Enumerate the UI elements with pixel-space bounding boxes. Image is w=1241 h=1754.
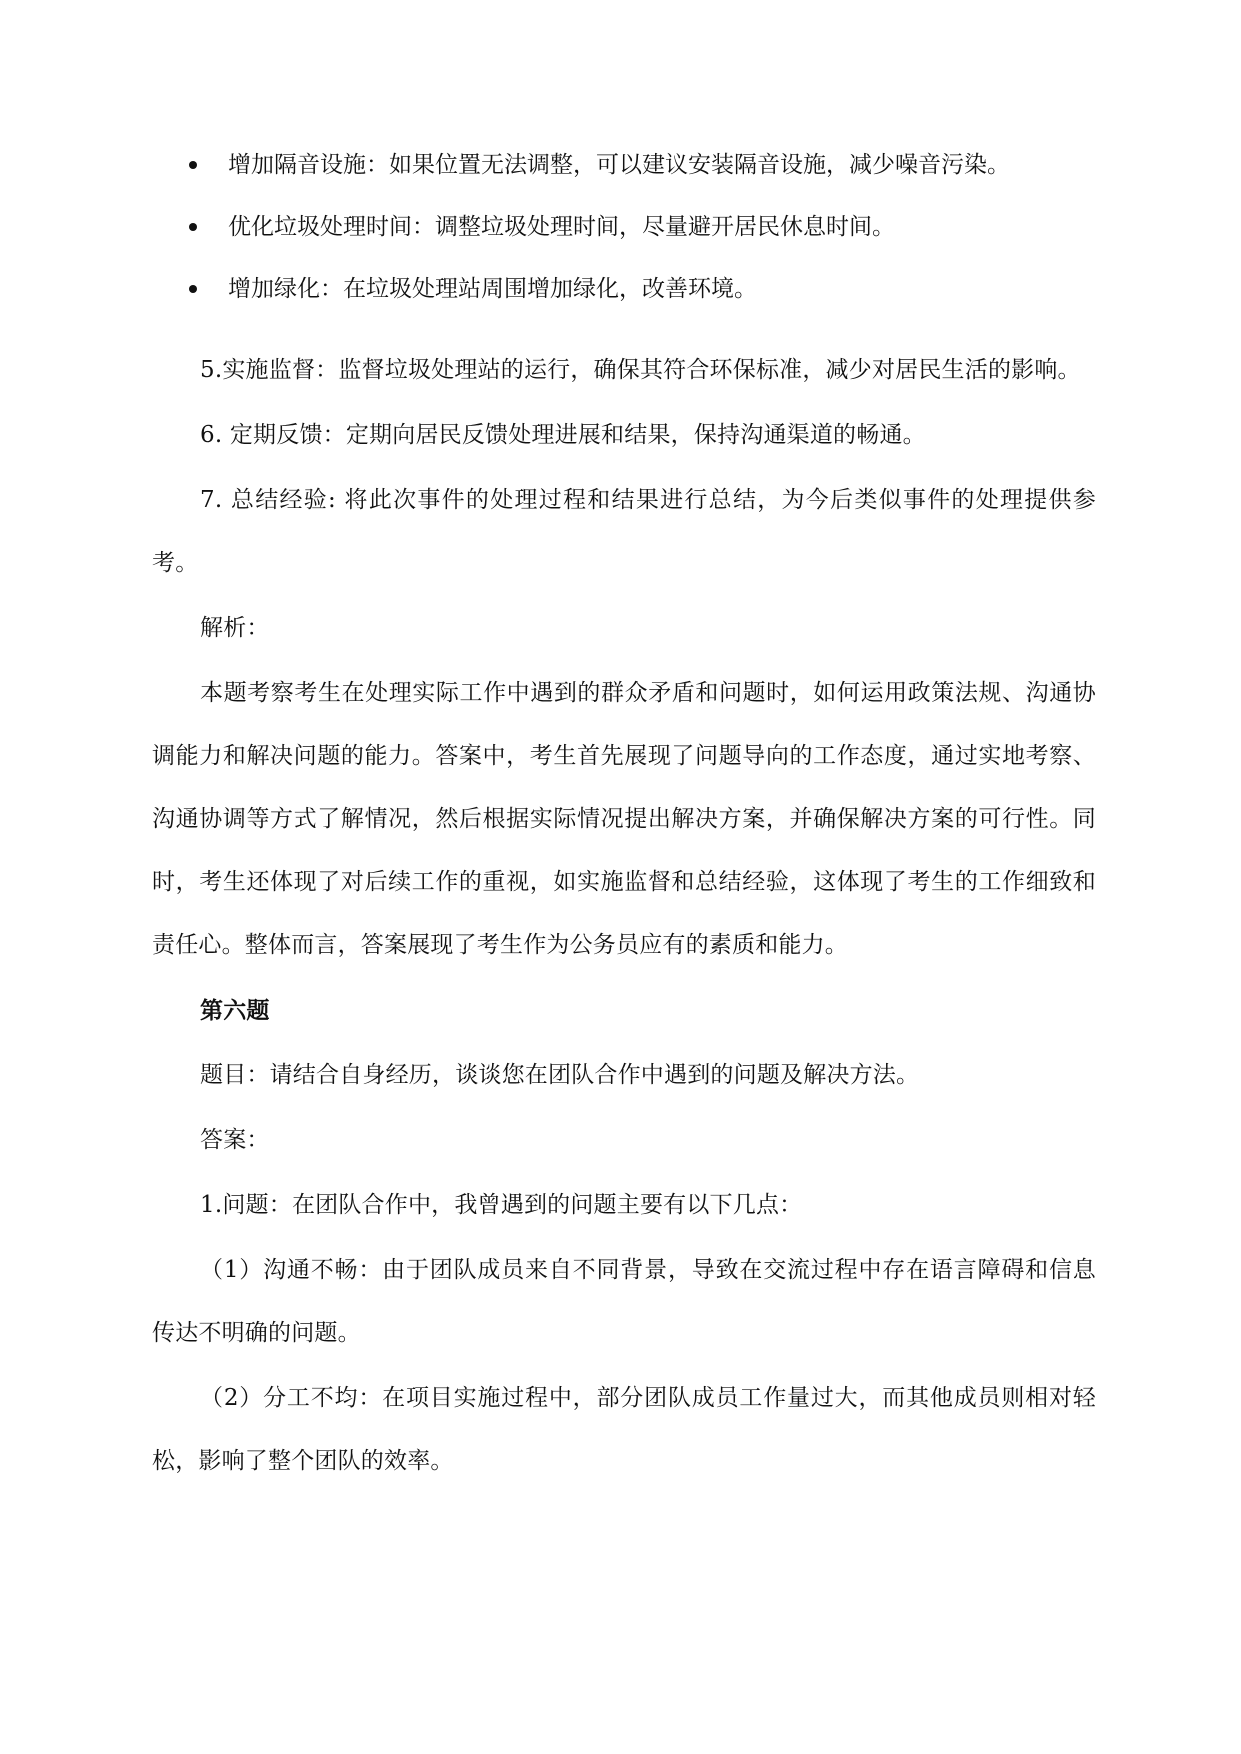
- bullet-text: 优化垃圾处理时间：调整垃圾处理时间，尽量避开居民休息时间。: [228, 214, 895, 240]
- question-paragraph: 题目：请结合自身经历，谈谈您在团队合作中遇到的问题及解决方法。: [200, 1062, 920, 1088]
- bullet-text: 增加隔音设施：如果位置无法调整，可以建议安装隔音设施，减少噪音污染。: [228, 152, 1010, 178]
- answer-problem-item: （2）分工不均：在项目实施过程中，部分团队成员工作量过大，而其他成员则相对轻松，影响了整个团队的效率。: [152, 1385, 1096, 1474]
- analysis-paragraph: 本题考察考生在处理实际工作中遇到的群众矛盾和问题时，如何运用政策法规、沟通协调能力和解决问题的能力。答案中，考生首先展现了问题导向的工作态度，通过实地考察、沟通协调等方式了解情况，然后根据实际情况提出解决方案，并确保解决方案的可行性。同时，考生还体现了对后续工作的重视，如实施监督和总结经验，这体现了考生的工作细致和责任心。整体而言，答案展现了考生作为公务员应有的素质和能力。: [152, 680, 1096, 958]
- answer-problem-intro: 1.问题：在团队合作中，我曾遇到的问题主要有以下几点：: [200, 1192, 803, 1218]
- document-body: [152, 339, 1096, 1495]
- bullet-dot-icon: [189, 223, 197, 231]
- answer-label: 答案：: [200, 1127, 270, 1153]
- bullet-item: [0, 145, 1241, 186]
- paragraph-summarize-experience: 7. 总结经验: 将此次事件的处理过程和结果进行总结，为今后类似事件的处理提供参考。: [152, 487, 1096, 576]
- paragraph-regular-feedback: 6. 定期反馈：定期向居民反馈处理进展和结果，保持沟通渠道的畅通。: [200, 422, 926, 448]
- analysis-label: 解析：: [200, 615, 270, 641]
- bullet-dot-icon: [189, 285, 197, 293]
- bullet-list: [0, 145, 1241, 331]
- answer-problem-item: （1）沟通不畅：由于团队成员来自不同背景，导致在交流过程中存在语言障碍和信息传达不明确的问题。: [152, 1257, 1096, 1346]
- section-heading: 第六题: [200, 997, 270, 1024]
- bullet-item: [0, 269, 1241, 310]
- bullet-item: [0, 207, 1241, 248]
- paragraph-implement-supervision: 5.实施监督：监督垃圾处理站的运行，确保其符合环保标准，减少对居民生活的影响。: [200, 357, 1081, 383]
- bullet-dot-icon: [189, 161, 197, 169]
- bullet-text: 增加绿化：在垃圾处理站周围增加绿化，改善环境。: [228, 276, 757, 302]
